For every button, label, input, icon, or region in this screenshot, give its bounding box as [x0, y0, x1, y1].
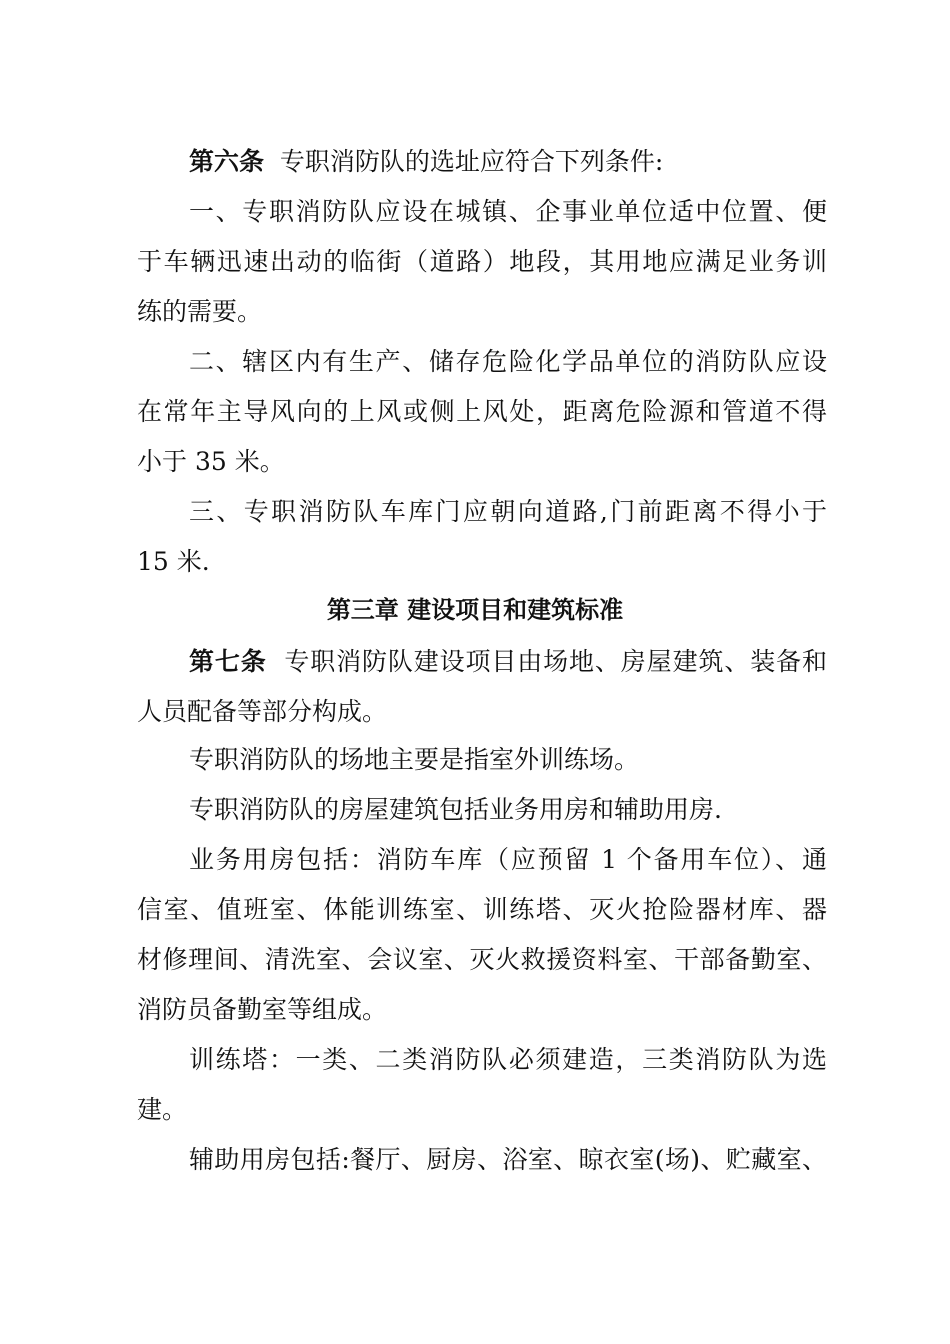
chapter-3-heading: 第三章 建设项目和建筑标准	[326, 596, 624, 624]
article-6-item-2-line-3: 小于 35 米。	[137, 447, 285, 476]
article-6-item-3-line-1: 三、专职消防队车库门应朝向道路,门前距离不得小于	[189, 497, 827, 526]
article-6-item-1-line-2: 于车辆迅速出动的临街（道路）地段，其用地应满足业务训	[137, 247, 827, 276]
article-6-item-1-line-1: 一、专职消防队应设在城镇、企事业单位适中位置、便	[189, 197, 827, 226]
article-7-auxiliary-rooms-line-1: 辅助用房包括:餐厅、厨房、浴室、晾衣室(场)、贮藏室、	[189, 1145, 827, 1174]
article-6-item-3-line-2: 15 米.	[137, 547, 210, 576]
article-6-item-1-line-3: 练的需要。	[137, 297, 263, 326]
article-6-heading	[189, 147, 827, 177]
article-7-business-rooms-line-1: 业务用房包括：消防车库（应预留 1 个备用车位）、通	[189, 845, 827, 874]
article-7-business-rooms-line-3: 材修理间、清洗室、会议室、灭火救援资料室、干部备勤室、	[137, 945, 827, 974]
article-7-intro-line-1	[189, 647, 827, 677]
article-7-label: 第七条	[189, 647, 267, 676]
article-6-title: 专职消防队的选址应符合下列条件:	[279, 147, 664, 176]
article-7-business-rooms-line-2: 信室、值班室、体能训练室、训练塔、灭火抢险器材库、器	[137, 895, 827, 924]
article-6-item-2-line-1: 二、辖区内有生产、储存危险化学品单位的消防队应设	[189, 347, 827, 376]
article-7-training-tower-line-2: 建。	[137, 1095, 188, 1124]
article-7-intro-text: 专职消防队建设项目由场地、房屋建筑、装备和	[284, 647, 827, 676]
article-6-label: 第六条	[189, 147, 265, 176]
article-7-intro-line-2: 人员配备等部分构成。	[137, 697, 388, 726]
article-6-item-2-line-2: 在常年主导风向的上风或侧上风处，距离危险源和管道不得	[137, 397, 827, 426]
article-7-business-rooms-line-4: 消防员备勤室等组成。	[137, 995, 388, 1024]
article-7-training-tower-line-1: 训练塔：一类、二类消防队必须建造，三类消防队为选	[189, 1045, 827, 1074]
article-7-building-paragraph: 专职消防队的房屋建筑包括业务用房和辅助用房.	[189, 795, 722, 824]
article-7-site-paragraph: 专职消防队的场地主要是指室外训练场。	[189, 745, 640, 774]
